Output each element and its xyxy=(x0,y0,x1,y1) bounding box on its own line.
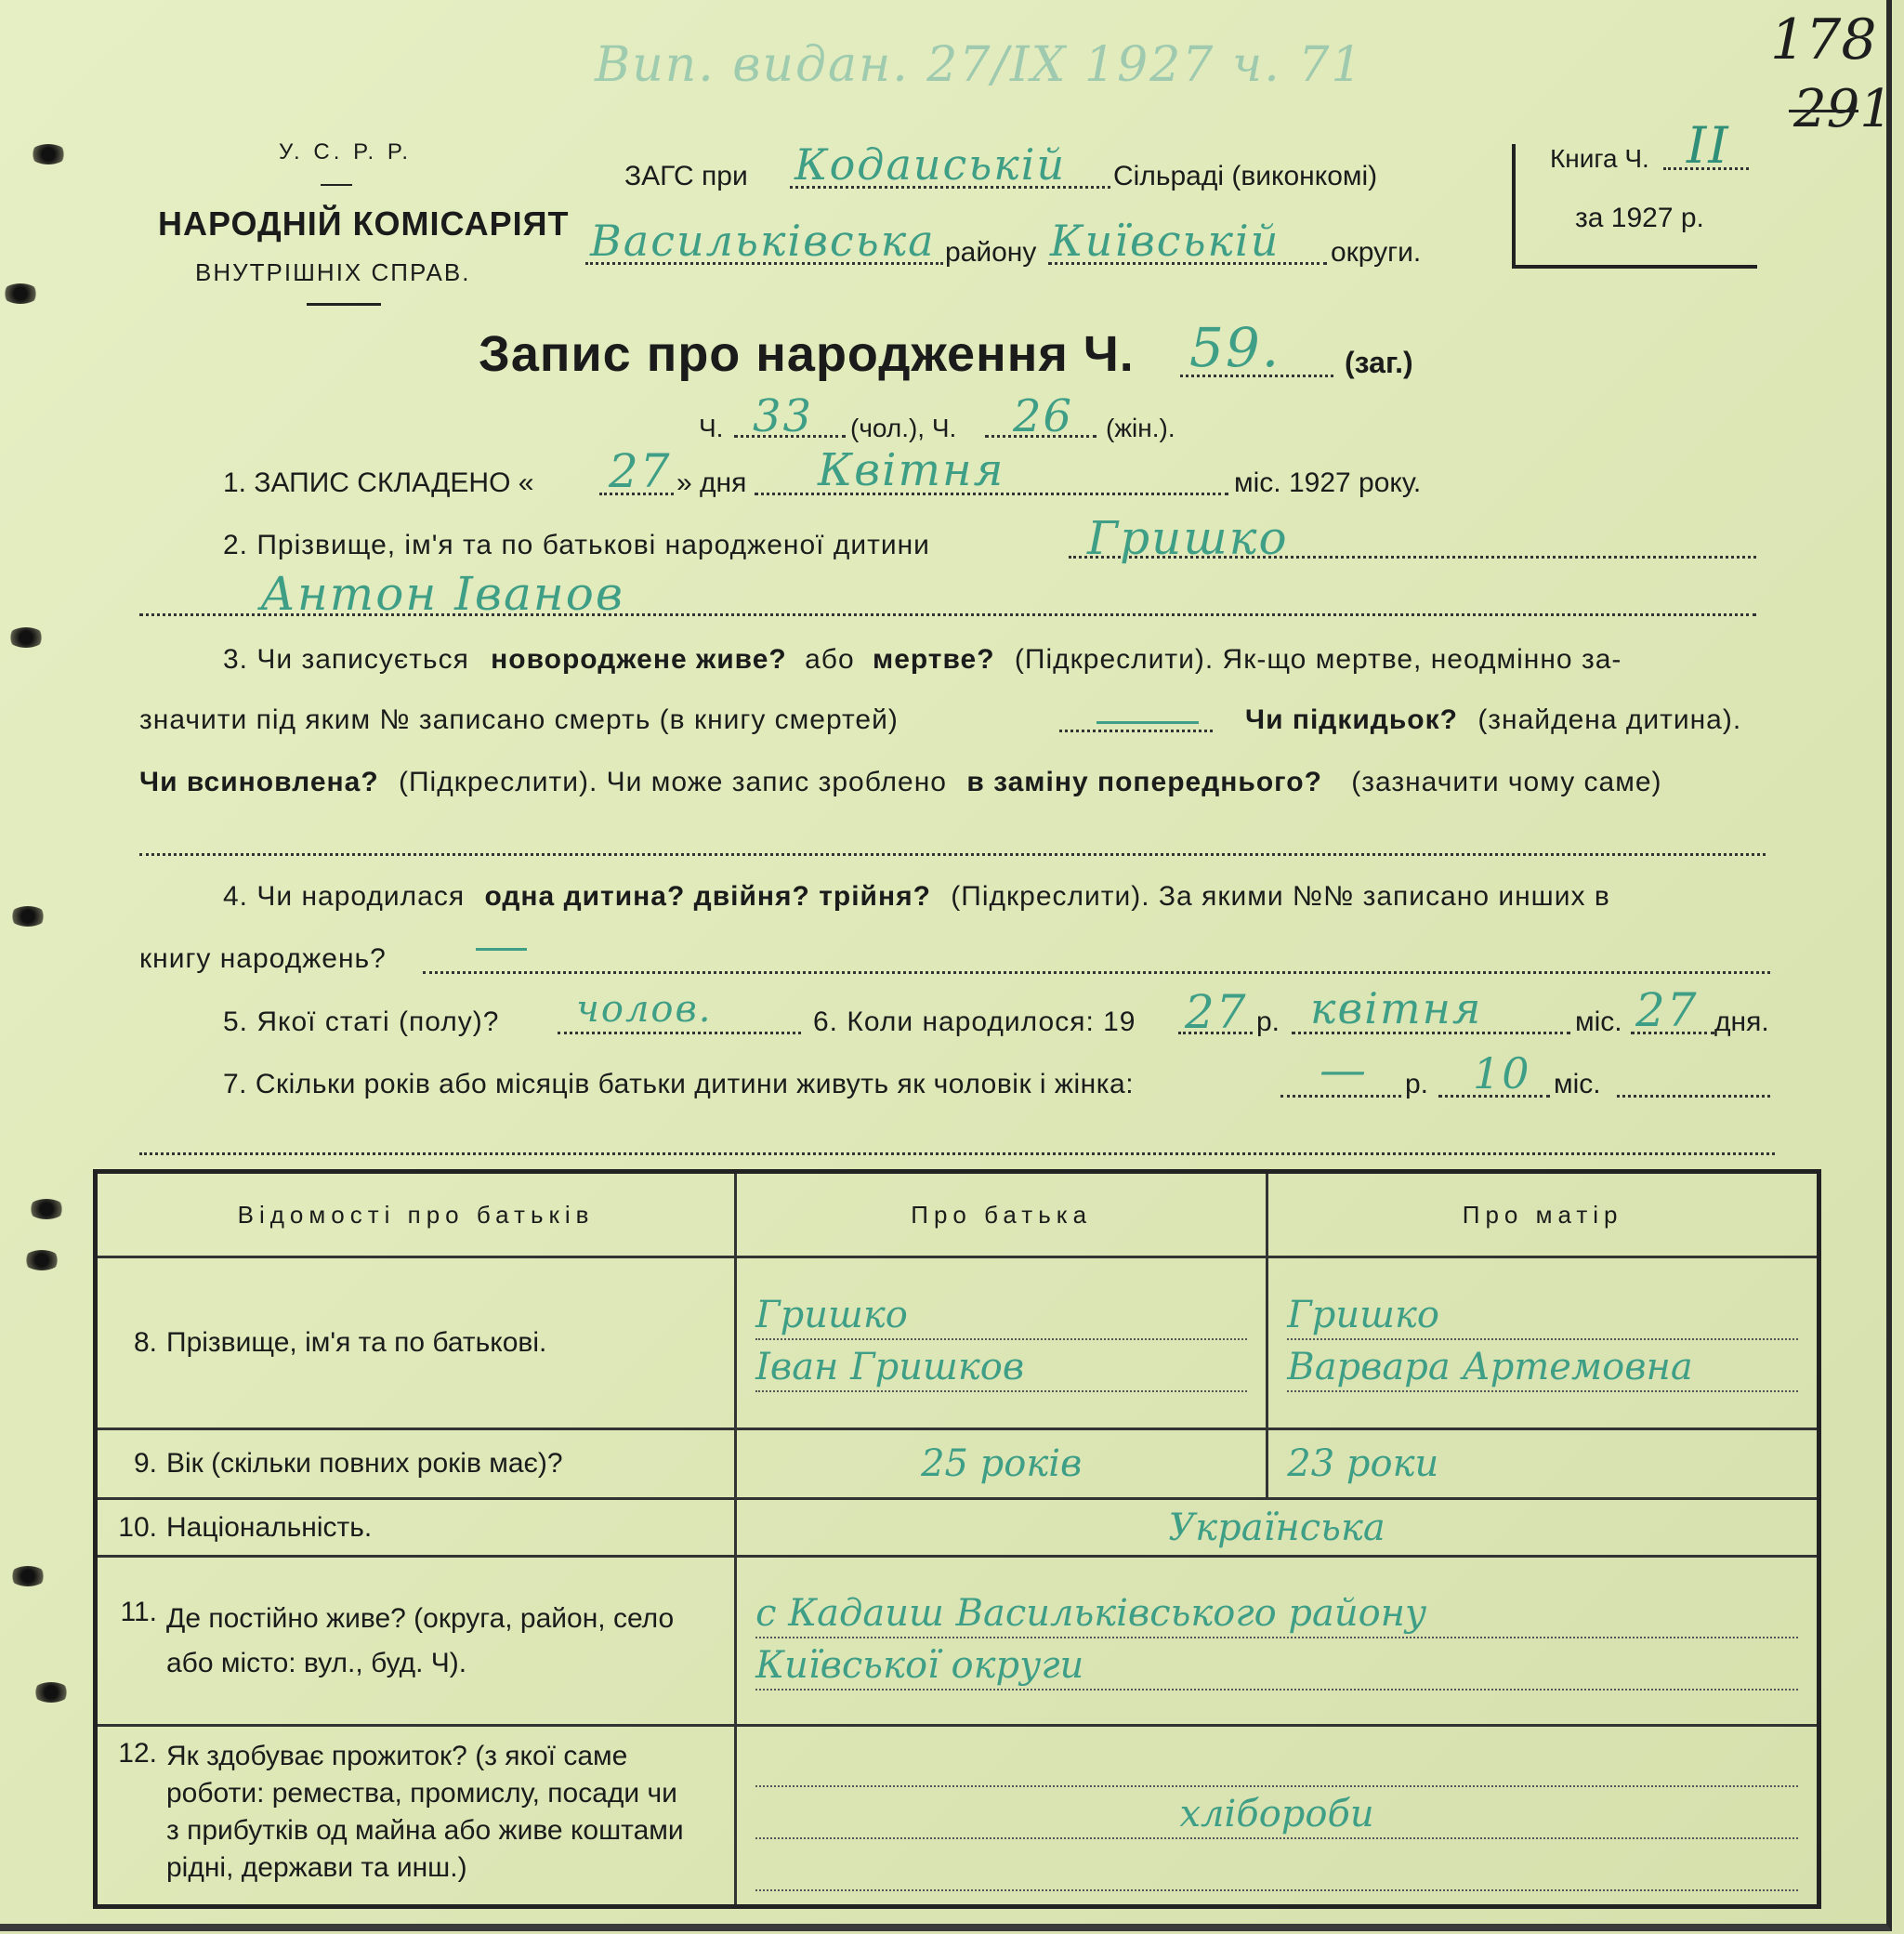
zags-okrug-value: Київській xyxy=(1050,216,1280,266)
item4-line2: книгу народжень? xyxy=(139,943,387,974)
record-title: Запис про народження Ч. xyxy=(479,326,1135,382)
archive-number-bottom: 291 xyxy=(1793,79,1893,139)
item3-line2-right xyxy=(1245,704,1741,736)
record-male-label: (чол.), Ч. xyxy=(850,414,957,442)
record-female-value: 26 xyxy=(1013,390,1074,442)
table-row xyxy=(96,1726,1819,1907)
book-year: за 1927 р. xyxy=(1575,203,1704,233)
header-mother: Про матір xyxy=(1267,1172,1819,1257)
item3-line3 xyxy=(139,767,1662,798)
zags-prefix: ЗАГС при xyxy=(624,161,748,191)
item3-adopted: Чи всиновлена? xyxy=(139,767,379,797)
mother-name-cell xyxy=(1267,1257,1819,1429)
row-label: 12. Як здобуває прожиток? (з якої саме роботи: ремества, промислу, посади чи з прибутків од майна або живе коштами рідні, держави та инш.) xyxy=(96,1726,736,1907)
punch-hole xyxy=(28,1199,65,1219)
punch-hole xyxy=(23,1250,60,1270)
item7-mis: міс. xyxy=(1554,1069,1601,1099)
item3-line2-a: значити під яким № записано смерть (в книгу смертей) xyxy=(139,704,899,735)
book-value: II xyxy=(1687,116,1730,175)
punch-hole xyxy=(33,1682,70,1703)
item7-r: р. xyxy=(1405,1069,1429,1099)
record-male-value: 33 xyxy=(753,390,814,442)
row-label: 8. Прізвище, ім'я та по батькові. xyxy=(96,1257,736,1429)
item7-label: 7. Скільки років або місяців батьки дитини живуть як чоловік і жінка: xyxy=(223,1069,1135,1099)
issuer-country: У. С. Р. Р. xyxy=(279,139,413,164)
punch-hole xyxy=(9,906,46,927)
mother-surname: Гришко xyxy=(1287,1294,1440,1336)
item1-month: Квітня xyxy=(818,444,1005,496)
father-name-cell xyxy=(736,1257,1267,1429)
father-surname: Гришко xyxy=(755,1294,908,1336)
zags-okrug-label: округи. xyxy=(1331,237,1422,268)
item6-day: 27 xyxy=(1635,983,1699,1037)
residence-line2: Київської округи xyxy=(755,1643,1084,1687)
mother-age: 23 роки xyxy=(1287,1442,1439,1485)
table-row xyxy=(96,1557,1819,1726)
record-total-label: (заг.) xyxy=(1345,346,1413,379)
item3-found-child: (знайдена дитина). xyxy=(1477,704,1742,735)
father-given-names: Іван Гришков xyxy=(755,1346,1025,1388)
item6-dnia: дня. xyxy=(1714,1006,1769,1037)
table-header-row xyxy=(96,1172,1819,1257)
father-age-cell xyxy=(736,1429,1267,1499)
punch-hole xyxy=(7,627,45,648)
item3-line3-d: (зазначити чому саме) xyxy=(1351,767,1662,797)
occupation: хлібороби xyxy=(1179,1792,1374,1835)
item1-label: 1. ЗАПИС СКЛАДЕНО « xyxy=(223,467,534,498)
father-age: 25 років xyxy=(921,1442,1083,1485)
father-nationality-cell xyxy=(736,1499,1819,1557)
mother-age-cell xyxy=(1267,1429,1819,1499)
item7-years: — xyxy=(1320,1043,1368,1097)
nationality: Українська xyxy=(1168,1506,1385,1549)
item6-month: квітня xyxy=(1310,983,1483,1033)
zags-village-value: Кодаиській xyxy=(794,139,1067,190)
item6-r: р. xyxy=(1256,1006,1280,1037)
residence-cell xyxy=(736,1557,1819,1726)
record-total-value: 59. xyxy=(1189,316,1281,379)
item2-label: 2. Прізвище, ім'я та по батькові народженої дитини xyxy=(223,530,930,560)
item6-mis: міс. xyxy=(1575,1006,1622,1037)
item4-line1 xyxy=(223,881,1610,913)
zags-district-label: району xyxy=(945,237,1037,268)
item4-line1-a: 4. Чи народилася xyxy=(223,881,466,912)
item5-value: чолов. xyxy=(576,988,713,1031)
item6-label: 6. Коли народилося: 19 xyxy=(813,1006,1136,1037)
row-label: 11. Де постійно живе? (округа, район, село або місто: вул., буд. Ч). xyxy=(96,1557,736,1726)
punch-hole xyxy=(30,144,67,164)
parents-table xyxy=(93,1169,1821,1909)
punch-hole xyxy=(2,283,39,304)
item7-months: 10 xyxy=(1473,1048,1531,1099)
header-father: Про батька xyxy=(736,1172,1267,1257)
item1-tail: міс. 1927 року. xyxy=(1234,467,1422,498)
item4-multiple: одна дитина? двійня? трійня? xyxy=(484,881,931,912)
residence-line1: с Кадаиш Васильківського району xyxy=(755,1591,1427,1635)
item3-line1-a: 3. Чи записується xyxy=(223,644,469,675)
item6-year: 27 xyxy=(1185,985,1248,1039)
occupation-cell xyxy=(736,1726,1819,1907)
item1-day: 27 xyxy=(609,444,672,498)
item3-foundling: Чи підкидьок? xyxy=(1245,704,1458,735)
item3-newborn-alive: новороджене живе? xyxy=(491,644,787,675)
table-row xyxy=(96,1257,1819,1429)
item3-line3-b: (Підкреслити). Чи може запис зроблено xyxy=(399,767,947,797)
header-info: Відомості про батьків xyxy=(96,1172,736,1257)
item3-line1-e: (Підкреслити). Як-що мертве, неодмінно за- xyxy=(1014,644,1622,675)
item2-value2: Антон Іванов xyxy=(260,567,624,621)
record-female-label: (жін.). xyxy=(1106,414,1175,442)
item3-replacement: в заміну попереднього? xyxy=(966,767,1322,797)
archive-note: Вип. видан. 27/IX 1927 ч. 71 xyxy=(595,37,1364,93)
item3-dead: мертве? xyxy=(873,644,995,675)
row-label: 9. Вік (скільки повних років має)? xyxy=(96,1429,736,1499)
row-label: 10. Національність. xyxy=(96,1499,736,1557)
archive-number-top: 178 xyxy=(1770,7,1877,72)
zags-council-label: Сільраді (виконкомі) xyxy=(1113,161,1378,191)
item3-line2 xyxy=(139,704,899,736)
issuer-commissariat: НАРОДНІЙ КОМІСАРІЯТ xyxy=(158,204,570,243)
item3-or: або xyxy=(805,644,855,675)
record-male-prefix: Ч. xyxy=(699,414,724,442)
item3-line1 xyxy=(223,644,1622,676)
issuer-department: ВНУТРІШНІХ СПРАВ. xyxy=(195,258,471,286)
item1-mid: » дня xyxy=(676,467,747,498)
item2-value1: Гришко xyxy=(1087,511,1289,565)
item5-label: 5. Якої статі (полу)? xyxy=(223,1006,500,1037)
punch-hole xyxy=(9,1566,46,1586)
item4-line1-c: (Підкреслити). За якими №№ записано инших в xyxy=(951,881,1610,912)
book-label: Книга Ч. xyxy=(1550,144,1649,173)
zags-district-value: Васильківська xyxy=(590,216,936,266)
table-row xyxy=(96,1499,1819,1557)
table-row xyxy=(96,1429,1819,1499)
mother-given-names: Варвара Артемовна xyxy=(1287,1346,1693,1388)
